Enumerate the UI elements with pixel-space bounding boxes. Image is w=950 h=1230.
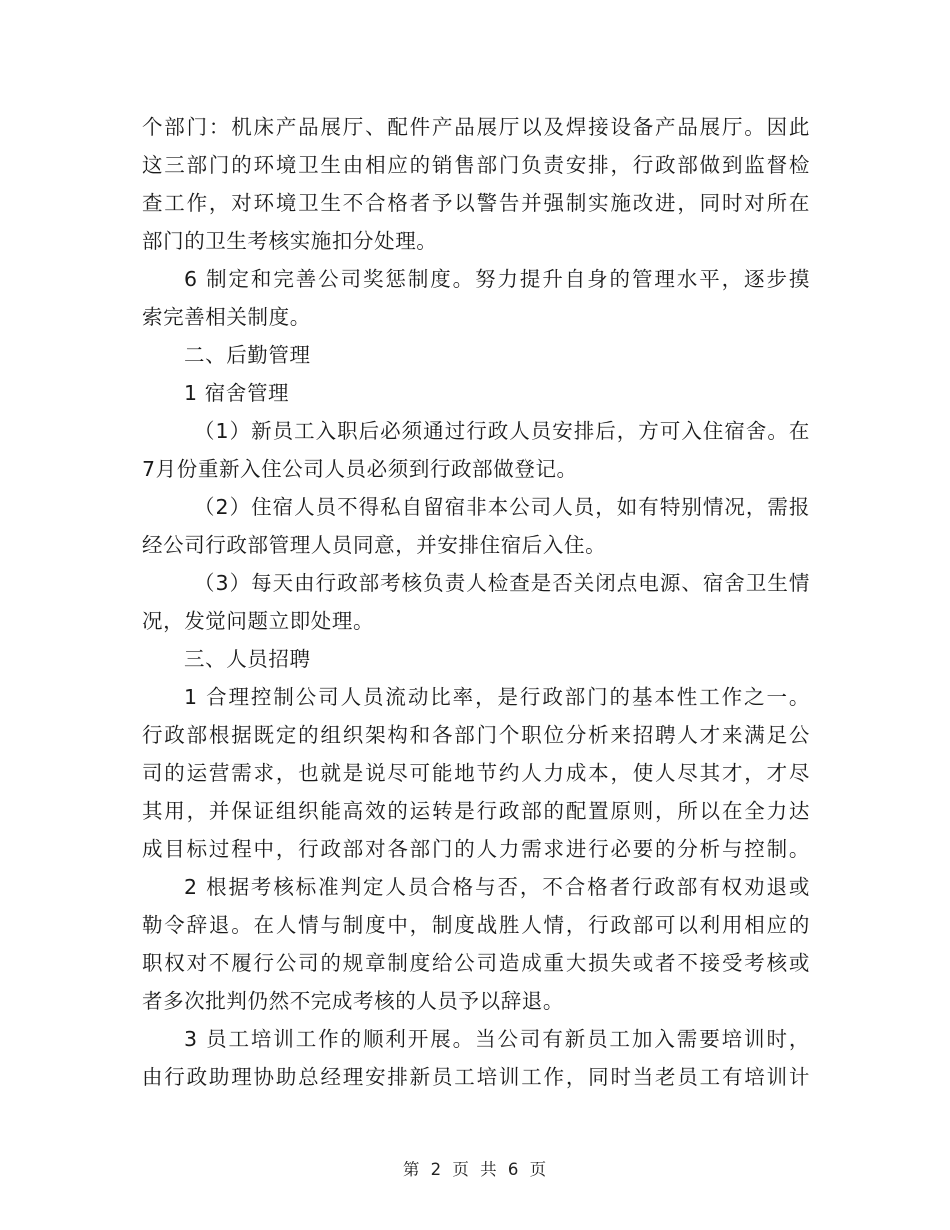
paragraph-start-line: 3 员工培训工作的顺利开展。当公司有新员工加入需要培训时， [184,1027,810,1051]
text-line: 这三部门的环境卫生由相应的销售部门负责安排，行政部做到监督检 [142,153,810,177]
text-line: 成目标过程中，行政部对各部门的人力需求进行必要的分析与控制。 [142,837,810,861]
text-line: 经公司行政部管理人员同意，并安排住宿后入住。 [142,533,607,557]
paragraph-start-line: 6 制定和完善公司奖惩制度。努力提升自身的管理水平，逐步摸 [184,267,810,291]
page-number-footer: 第 2 页 共 6 页 [402,1160,548,1179]
text-line: 个部门：机床产品展厅、配件产品展厅以及焊接设备产品展厅。因此 [142,115,810,139]
list-item-start-line: （1）新员工入职后必须通过行政人员安排后，方可入住宿舍。在 [194,419,810,443]
text-line: 部门的卫生考核实施扣分处理。 [142,229,438,253]
list-item-start-line: （2）住宿人员不得私自留宿非本公司人员，如有特别情况，需报 [194,495,810,519]
text-line: 7月份重新入住公司人员必须到行政部做登记。 [142,457,578,481]
document-body [142,108,810,1096]
text-line: 查工作，对环境卫生不合格者予以警告并强制实施改进，同时对所在 [142,191,810,215]
text-line: 勒令辞退。在人情与制度中，制度战胜人情，行政部可以利用相应的 [142,913,810,937]
subsection-heading: 1 宿舍管理 [184,381,290,405]
text-line: 况，发觉问题立即处理。 [142,609,375,633]
paragraph-start-line: 2 根据考核标准判定人员合格与否，不合格者行政部有权劝退或 [184,875,810,899]
paragraph-start-line: 1 合理控制公司人员流动比率，是行政部门的基本性工作之一。 [184,685,810,709]
text-line: 由行政助理协助总经理安排新员工培训工作，同时当老员工有培训计 [142,1065,810,1089]
text-line: 司的运营需求，也就是说尽可能地节约人力成本，使人尽其才，才尽 [142,761,810,785]
list-item-start-line: （3）每天由行政部考核负责人检查是否关闭点电源、宿舍卫生情 [194,571,810,595]
text-line: 行政部根据既定的组织架构和各部门个职位分析来招聘人才来满足公 [142,723,810,747]
text-line: 职权对不履行公司的规章制度给公司造成重大损失或者不接受考核或 [142,951,810,975]
text-line: 者多次批判仍然不完成考核的人员予以辞退。 [142,989,564,1013]
section-heading: 二、后勤管理 [184,343,311,367]
text-line: 索完善相关制度。 [142,305,311,329]
text-line: 其用，并保证组织能高效的运转是行政部的配置原则，所以在全力达 [142,799,810,823]
section-heading: 三、人员招聘 [184,647,311,671]
